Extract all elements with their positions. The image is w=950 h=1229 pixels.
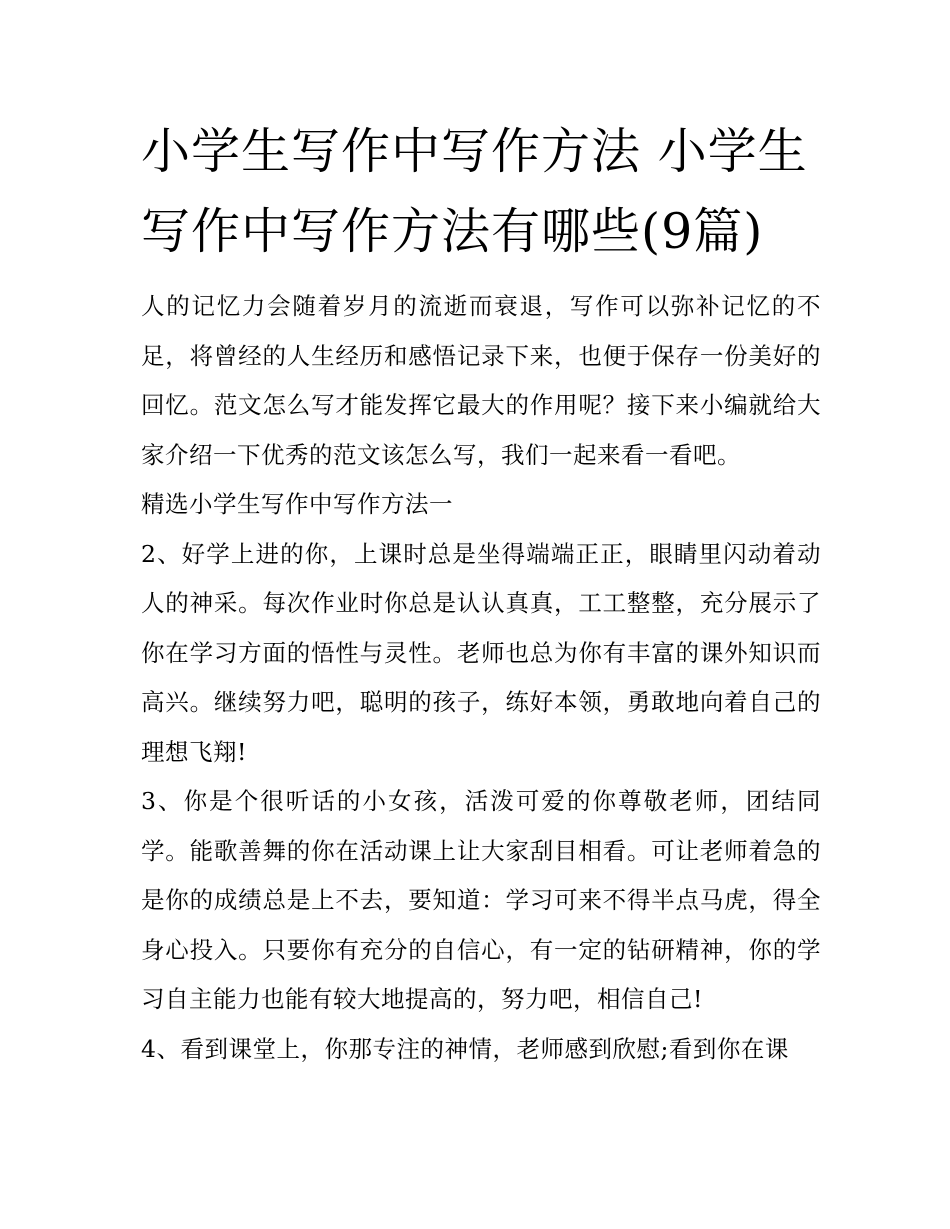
paragraph-item-3: 3、你是个很听话的小女孩，活泼可爱的你尊敬老师，团结同学。能歌善舞的你在活动课上让大家刮目相看。可让老师着急的是你的成绩总是上不去，要知道：学习可来不得半点马虎，得全身心投入。只要你有充分的自信心，有一定的钻研精神，你的学习自主能力也能有较大地提高的，努力吧，相信自己! xyxy=(141,787,821,1013)
paragraph-item-4: 4、看到课堂上，你那专注的神情，老师感到欣慰;看到你在课 xyxy=(141,1034,789,1063)
section-heading: 精选小学生写作中写作方法一 xyxy=(141,490,453,518)
intro-paragraph: 人的记忆力会随着岁月的流逝而衰退，写作可以弥补记忆的不足，将曾经的人生经历和感悟记录下来，也便于保存一份美好的回忆。范文怎么写才能发挥它最大的作用呢？接下来小编就给大家介绍一下优秀的范文该怎么写，我们一起来看一看吧。 xyxy=(141,292,821,469)
document-body xyxy=(141,282,821,1074)
paragraph-item-2: 2、好学上进的你，上课时总是坐得端端正正，眼睛里闪动着动人的神采。每次作业时你总是认认真真，工工整整，充分展示了你在学习方面的悟性与灵性。老师也总为你有丰富的课外知识而高兴。继续努力吧，聪明的孩子，练好本领，勇敢地向着自己的理想飞翔! xyxy=(141,539,821,766)
document-title: 小学生写作中写作方法 小学生写作中写作方法有哪些(9篇) xyxy=(141,123,808,260)
